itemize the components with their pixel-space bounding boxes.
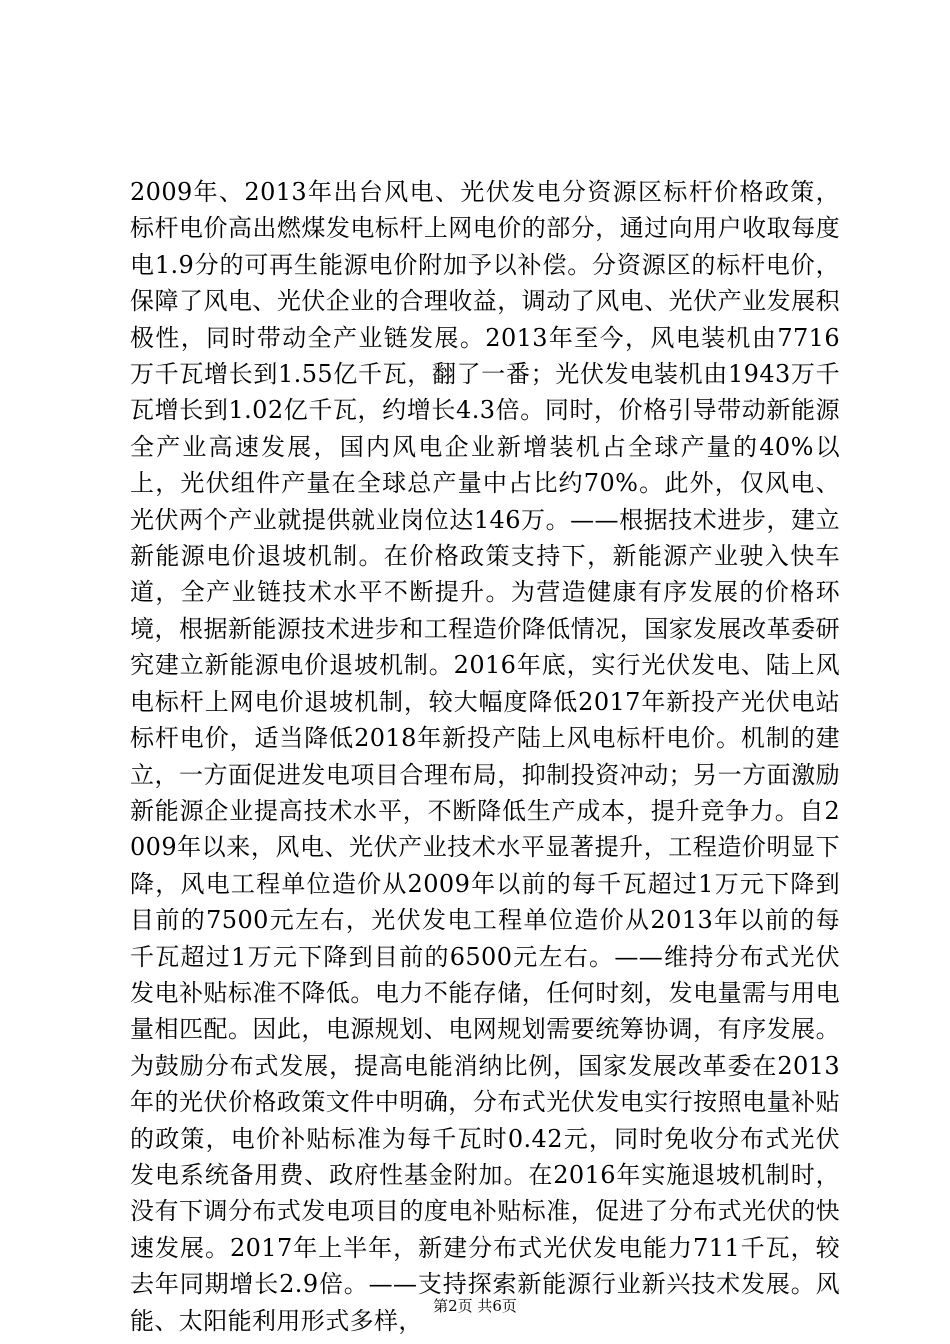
page-footer: 第2页 共6页 (433, 1297, 517, 1315)
body-paragraph: 2009年、2013年出台风电、光伏发电分资源区标杆价格政策，标杆电价高出燃煤发电标杆上网电价的部分，通过向用户收取每度电1.9分的可再生能源电价附加予以补偿。分资源区的标杆电价，保障了风电、光伏企业的合理收益，调动了风电、光伏产业发展积极性，同时带动全产业链发展。2013年至今，风电装机由7716万千瓦增长到1.55亿千瓦，翻了一番；光伏发电装机由1943万千瓦增长到1.02亿千瓦，约增长4.3倍。同时，价格引导带动新能源全产业高速发展，国内风电企业新增装机占全球产量的40%以上，光伏组件产量在全球总产量中占比约70%。此外，仅风电、光伏两个产业就提供就业岗位达146万。——根据技术进步，建立新能源电价退坡机制。在价格政策支持下，新能源产业驶入快车道，全产业链技术水平不断提升。为营造健康有序发展的价格环境，根据新能源技术进步和工程造价降低情况，国家发展改革委研究建立新能源电价退坡机制。2016年底，实行光伏发电、陆上风电标杆上网电价退坡机制，较大幅度降低2017年新投产光伏电站标杆电价，适当降低2018年新投产陆上风电标杆电价。机制的建立，一方面促进发电项目合理布局，抑制投资冲动；另一方面激励新能源企业提高技术水平，不断降低生产成本，提升竞争力。自2009年以来，风电、光伏产业技术水平显著提升，工程造价明显下降，风电工程单位造价从2009年以前的每千瓦超过1万元下降到目前的7500元左右，光伏发电工程单位造价从2013年以前的每千瓦超过1万元下降到目前的6500元左右。——维持分布式光伏发电补贴标准不降低。电力不能存储，任何时刻，发电量需与用电量相匹配。因此，电源规划、电网规划需要统筹协调，有序发展。为鼓励分布式发展，提高电能消纳比例，国家发展改革委在2013年的光伏价格政策文件中明确，分布式光伏发电实行按照电量补贴的政策，电价补贴标准为每千瓦时0.42元，同时免收分布式光伏发电系统备用费、政府性基金附加。在2016年实施退坡机制时，没有下调分布式发电项目的度电补贴标准，促进了分布式光伏的快速发展。2017年上半年，新建分布式光伏发电能力711千瓦，较去年同期增长2.9倍。——支持探索新能源行业新兴技术发展。风能、太阳能利用形式多样， (130, 178, 840, 1335)
